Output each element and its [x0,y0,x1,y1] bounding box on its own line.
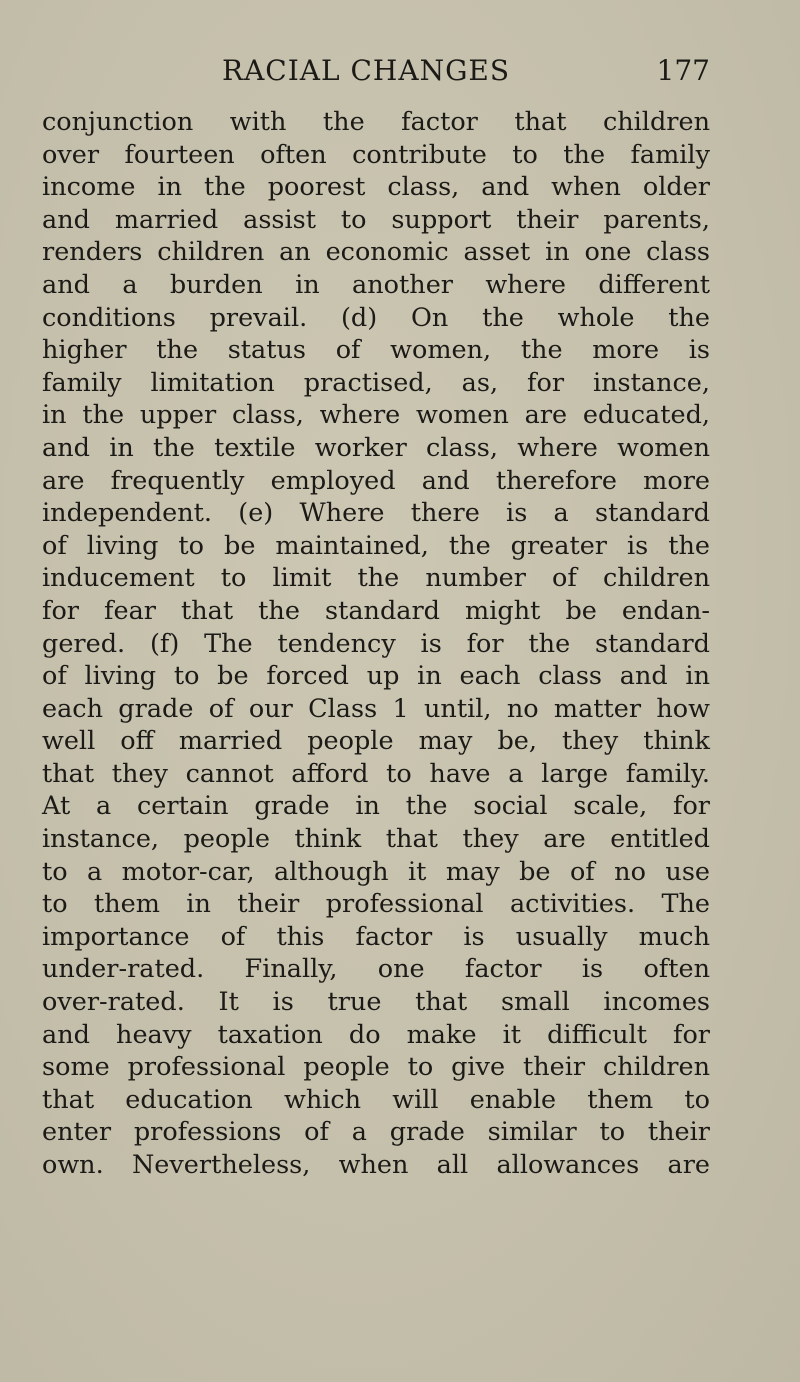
text-line: and heavy taxation do make it difficult for [42,1019,710,1050]
text-line: some professional people to give their children [42,1052,710,1083]
text-line: gered. (f) The tendency is for the standard [42,628,710,659]
text-line: conditions prevail. (d) On the whole the [42,302,710,333]
text-line: over fourteen often contribute to the family [42,139,710,170]
text-line: of living to be forced up in each class and in [42,661,710,692]
text-line: over-rated. It is true that small incomes [42,987,710,1018]
text-line: instance, people think that they are entitled [42,824,710,855]
text-line: own. Nevertheless, when all allowances are [42,1150,710,1180]
text-line: are frequently employed and therefore more [42,465,710,496]
text-line: independent. (e) Where there is a standard [42,498,710,529]
text-line: that education which will enable them to [42,1084,710,1115]
text-line: to them in their professional activities. The [42,889,710,920]
text-line: well off married people may be, they think [42,726,710,757]
text-line: enter professions of a grade similar to their [42,1117,710,1148]
text-line: conjunction with the factor that children [42,107,710,137]
running-title: RACIAL CHANGES [222,54,511,87]
text-line: that they cannot afford to have a large family. [42,758,710,789]
running-head [44,46,710,96]
text-line: At a certain grade in the social scale, for [42,791,710,822]
page-number: 177 [656,54,710,87]
text-line: and in the textile worker class, where women [42,432,710,463]
text-line: and married assist to support their parents, [42,204,710,235]
text-line: higher the status of women, the more is [42,335,710,366]
text-line: inducement to limit the number of children [42,563,710,594]
text-line: to a motor-car, although it may be of no use [42,856,710,887]
text-line: family limitation practised, as, for instance, [42,367,710,398]
body-text [42,106,710,1182]
text-line: each grade of our Class 1 until, no matter how [42,693,710,724]
text-line: under-rated. Finally, one factor is often [42,954,710,985]
text-line: for fear that the standard might be endan- [42,595,710,626]
text-line: importance of this factor is usually much [42,921,710,952]
text-line: in the upper class, where women are educated, [42,400,710,431]
text-line: and a burden in another where different [42,269,710,300]
text-line: renders children an economic asset in one class [42,237,710,268]
text-line: income in the poorest class, and when older [42,172,710,203]
text-line: of living to be maintained, the greater is the [42,530,710,561]
